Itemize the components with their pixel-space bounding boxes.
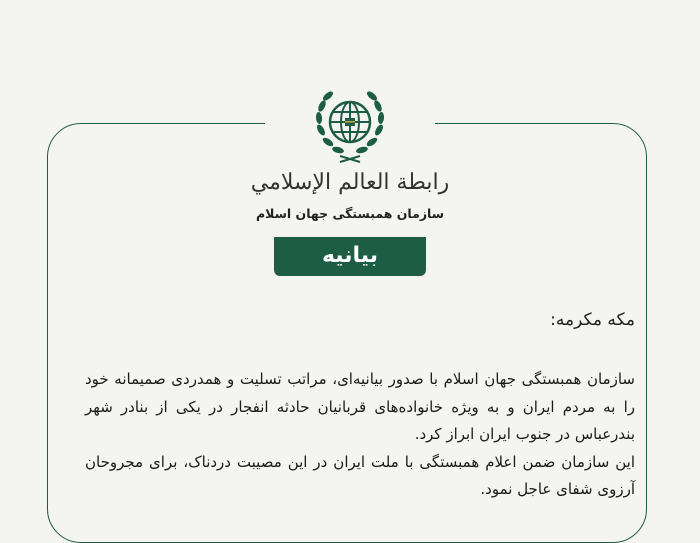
- paragraph: این سازمان ضمن اعلام همبستگی با ملت ایران در این مصیبت دردناک، برای مجروحان آرزوی شفای عاجل نمود.: [85, 452, 635, 498]
- paragraph: سازمان همبستگی جهان اسلام با صدور بیانیه‌ای، مراتب تسلیت و همدردی صمیمانه خود را به مردم ایران و به ویژه خانواده‌های قربانیان حادثه انفجار در یکی از بنادر شهر بندرعباس در جنوب ایران ابراز کرد.: [85, 370, 635, 443]
- statement-body: [85, 366, 635, 504]
- emblem-logo-icon: [312, 86, 388, 166]
- logo-calligraphy: رابطة العالم الإسلامي: [250, 170, 450, 195]
- salutation: مکه مکرمه:: [550, 310, 635, 330]
- organization-name: سازمان همبستگی جهان اسلام: [255, 206, 445, 221]
- statement-badge: بیانیه: [274, 237, 426, 276]
